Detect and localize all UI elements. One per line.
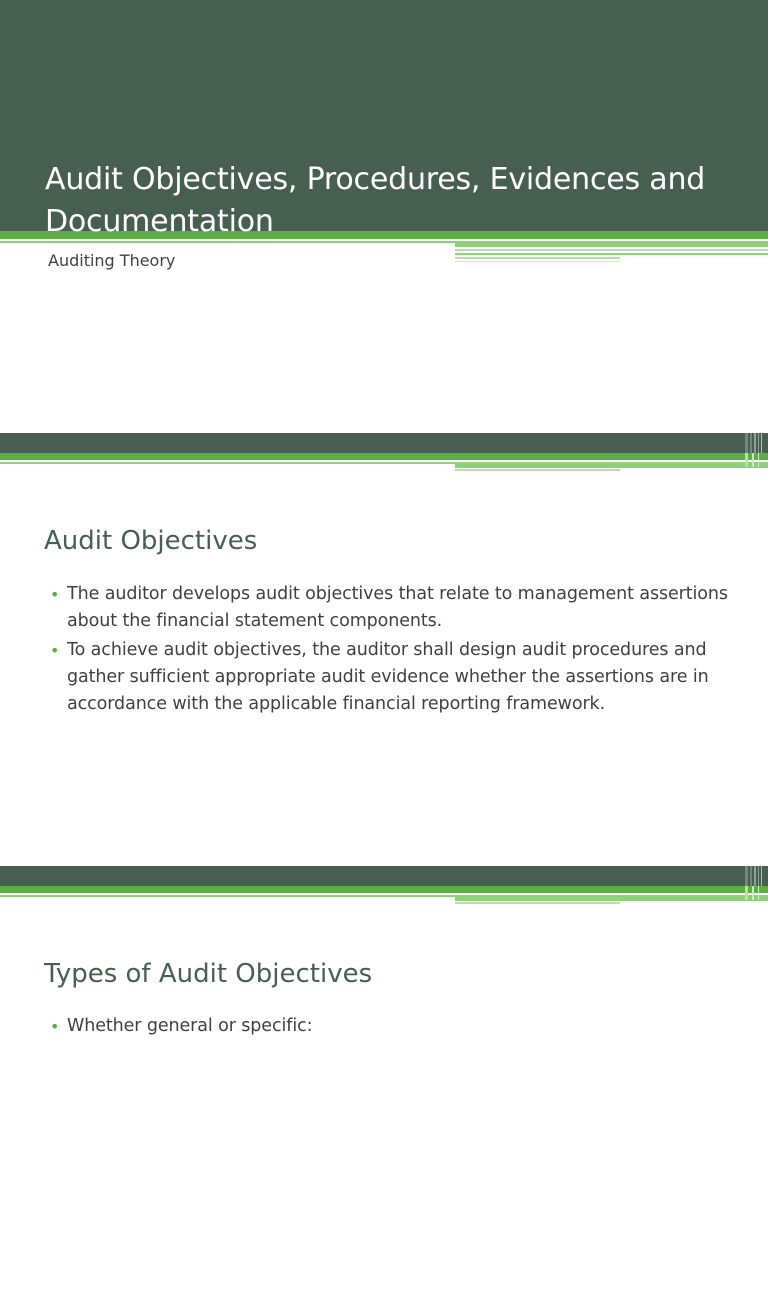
slide-heading: Audit Objectives <box>44 526 258 556</box>
slide-heading: Types of Audit Objectives <box>44 959 373 989</box>
bullet-item <box>50 637 740 718</box>
green-stripe-decoration <box>0 866 768 906</box>
bullet-list <box>50 1013 740 1042</box>
bullet-icon: • <box>50 585 60 604</box>
title-slide <box>0 0 768 433</box>
bullet-item <box>50 1013 740 1040</box>
content-slide-types-of-audit-objectives <box>0 866 768 1299</box>
content-slide-audit-objectives <box>0 433 768 866</box>
slide-subtitle: Auditing Theory <box>48 251 176 270</box>
bullet-icon: • <box>50 641 60 660</box>
slide-title: Audit Objectives, Procedures, Evidences and Documentation <box>45 162 706 239</box>
bullet-item <box>50 581 740 635</box>
bullet-text: The auditor develops audit objectives that relate to management assertions about the financial statement components. <box>67 584 728 631</box>
bullet-text: To achieve audit objectives, the auditor shall design audit procedures and gather sufficient appropriate audit evidence whether the assertions are in accordance with the applicable financial reporting framework. <box>67 640 709 714</box>
green-stripe-decoration <box>0 433 768 473</box>
bullet-text: Whether general or specific: <box>67 1016 313 1036</box>
bullet-list <box>50 581 740 720</box>
bullet-icon: • <box>50 1017 60 1036</box>
